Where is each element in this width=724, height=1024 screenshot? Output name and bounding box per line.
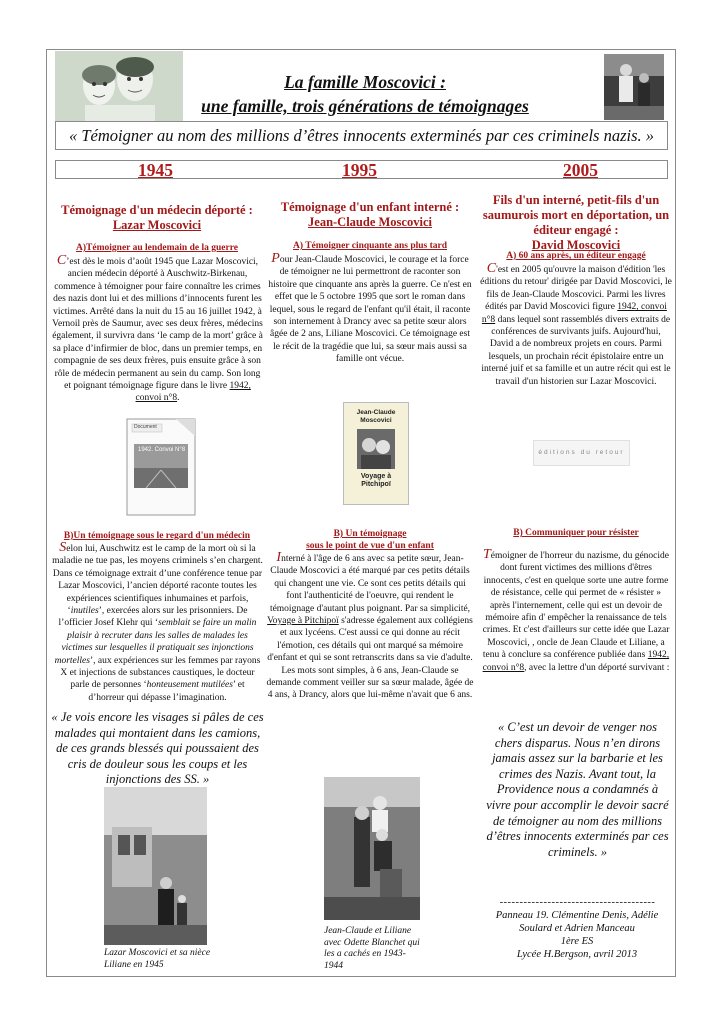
book-cover-tag: Document [134, 424, 157, 430]
family-photo [604, 54, 664, 120]
book-cover-voyage [343, 402, 409, 505]
main-quote: « Témoigner au nom des millions d’êtres innocents exterminés par ces criminels nazis. » [55, 121, 668, 150]
col1-quote: « Je vois encore les visages si pâles de ces malades qui montaient dans les camions, de ces grands blessés qui poussaient des cris de douleur sous les coups et les injonctions des SS. » [51, 710, 264, 787]
publisher-logo-text: éditions du retour [538, 449, 625, 456]
col2-secA-text: Pour Jean-Claude Moscovici, le courage et la force de témoigner ne lui permettront de raconter son histoire que cinquante ans après la guerre. Ce n'est en effet que le 5 octobre 1995 que sort le roman dans lequel, sous le regard de l'enfant qu'il était, il raconte son internement à Drancy avec sa petite sœur alors âgée de 2 ans, Liliane Moscovici. Ce témoignage est le récit de la tragédie que lui, sa sœur mais aussi sa famille ont vécue. [268, 251, 472, 365]
publisher-logo [533, 440, 630, 466]
jean-claude-photo [324, 777, 420, 920]
page-title: La famille Moscovici : une famille, trois générations de témoignages [201, 72, 529, 116]
col2-secA-title: A) Témoigner cinquante ans plus tard [292, 241, 448, 251]
col2-caption: Jean-Claude et Liliane avec Odette Blanchet qui les a cachés en 1943-1944 [324, 926, 420, 971]
book-author: Jean-Claude Moscovici [356, 409, 396, 424]
year-2005: 2005 [563, 160, 598, 180]
col3-heading: Fils d'un interné, petit-fils d'un saumurois mort en déportation, un éditeur engagé : David Moscovici [482, 193, 670, 252]
col1-secB-title: B)Un témoignage sous le regard d'un médecin [63, 531, 251, 541]
col1-caption: Lazar Moscovici et sa nièce Liliane en 1945 [104, 948, 211, 970]
lazar-photo [104, 787, 207, 945]
col1-secA-title: A)Témoigner au lendemain de la guerre [76, 243, 238, 253]
col3-quote: « C’est un devoir de venger nos chers disparus. Nous n’en dirons jamais assez sur la barbarie et les crimes des Nazis. Avant tout, la Providence nous a condamnés à vivre pour accomplir le devoir sacré de témoigner au nom des millions d’êtres innocents exterminés par ces criminels. » [486, 720, 669, 859]
year-1945: 1945 [138, 160, 173, 180]
signature-dashes: --------------------------------------- [499, 897, 656, 908]
col2-secB-text: Interné à l'âge de 6 ans avec sa petite sœur, Jean-Claude Moscovici a été marqué par ces petits détails qui changent une vie. Ce sont ces petits détails qui font l'authenticité de l'oeuvre, qui rendent le témoignage d'autant plus poignant. Par sa simplicité, Voyage à Pitchipoï s'adresse également aux collégiens et aux lycéens. C'est aussi ce qui donne au récit l'émotion, ces détails qui ont marqué sa mémoire d'enfant et qui se sont retranscrits dans sa vie d'adulte. Les mots sont simples, à 6 ans, Jean-Claude se demande comment veiller sur sa sœur malade, âgée de 4 ans, à Drancy, alors que lui-même n'avait que 6 ans. [266, 550, 474, 701]
col1-secB-text: Selon lui, Auschwitz est le camp de la mort où si la maladie ne tue pas, les moyens criminels s’en chargent. Dans ce témoignage extrait d’une conférence tenue par Lazar Moscovici, l’ancien déporté raconte toutes les expériences scientifiques inhumaines et parfois, ‘inutiles’, exercées alors sur les prisonniers. De l’officier Josef Klehr qui ‘semblait se faire un malin plaisir à recruter dans les salles de malades les victimes sur lesquelles il pratiquait ses injonctions mortelles’, aux expériences sur les femmes par rayons X et injections de substances caustiques, le docteur parle de personnes ‘honteusement mutilées’ et d’horreur qui dépasse l’imagination. [52, 540, 263, 703]
col3-secB-title: B) Communiquer pour résister [513, 528, 639, 538]
book-cover-label: 1942. Convoi N°8 [138, 447, 186, 453]
book-cover-convoi [126, 418, 196, 516]
book-title: Voyage à Pitchipoï [360, 473, 392, 488]
col2-secB-title: B) Un témoignage sous le point de vue d'un enfant [306, 529, 434, 551]
col2-heading: Témoignage d'un enfant interné : Jean-Claude Moscovici [280, 200, 460, 229]
signature-block: Panneau 19. Clémentine Denis, Adélie Soulard et Adrien Manceau 1ère ES Lycée H.Bergson, avril 2013 [495, 910, 659, 960]
children-photo [55, 51, 183, 121]
col3-secA-text: C'est en 2005 qu'ouvre la maison d'édition 'les éditions du retour' dirigée par David Moscovici, le fils de Jean-Claude Moscovici. Parmi les livres édités par David Moscovici figure 1942, convoi n°8 dans lequel sont rassemblés divers extraits de conférences de survivants juifs. Aujourd'hui, David a de nombreux projets en cours. Parmi lesquels, un prochain récit épistolaire entre un interné juif et sa famille et un autre récit qui est le travail d'un historien sur Lazar Moscovici. [480, 261, 672, 387]
col3-secB-text: Témoigner de l'horreur du nazisme, du génocide dont furent victimes des millions d'êtres innocents, c'est en quelque sorte une autre forme de résistance, celle qui permet de « résister » après l'internement, celle qui est un devoir de mémoire afin d' empêcher la renaissance de tels crimes. Et c'est d'ailleurs sur cette idée que Lazar Moscovici, , oncle de Jean Claude et Liliane, a tenu à conclure sa conférence publiée dans 1942, convoi n°8, avec la lettre d'un déporté survivant : [482, 547, 670, 673]
col1-heading: Témoignage d'un médecin déporté : Lazar Moscovici [61, 203, 253, 232]
col3-secA-title: A) 60 ans après, un éditeur engagé [506, 251, 646, 261]
year-1995: 1995 [342, 160, 377, 180]
col1-secA-text: C’est dès le mois d’août 1945 que Lazar Moscovici, ancien médecin déporté à Auschwitz-Birkenau, commence à témoigner pour faire connaître les crimes des nazis dont lui et des millions d’innocents furent les victimes. Arrêté dans la nuit du 15 au 16 juillet 1942, à Vernoil près de Saumur, avec ses deux frères, médecins également, il survivra dans ‘le camp de la mort’ grâce à sa place d’infirmier de bloc, dans un premier temps, en compagnie de ses deux frères, puis ensuite grâce à son rôle de médecin permanent au sein du camp. Son long et poignant témoignage figure dans le livre 1942, convoi n°8. [52, 253, 263, 404]
